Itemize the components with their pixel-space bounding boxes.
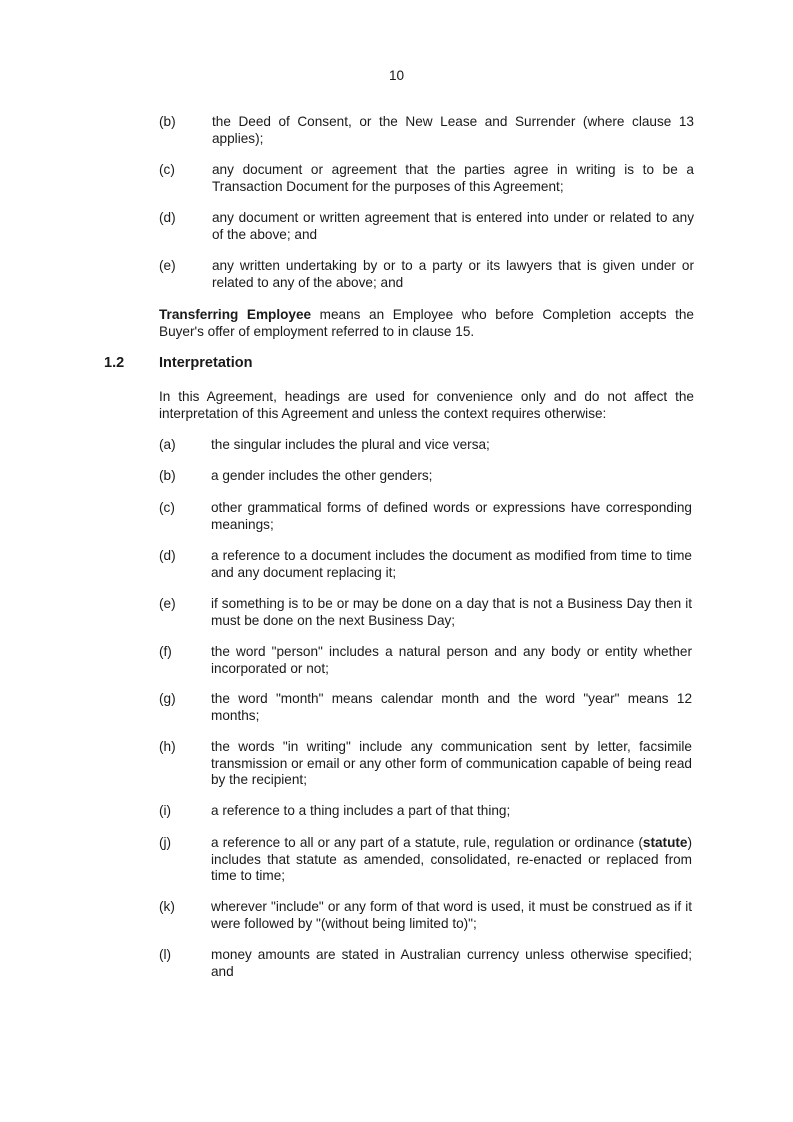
item-label: (j) (159, 835, 172, 850)
section-title: Interpretation (159, 355, 253, 371)
item-text: wherever "include" or any form of that word is used, it must be construed as if it were followed by "(without being limited to)"; (211, 899, 692, 931)
item-label: (d) (159, 548, 176, 563)
defined-term: statute (642, 835, 688, 850)
item-label: (c) (159, 500, 175, 515)
section-number: 1.2 (104, 355, 125, 371)
item-label: (i) (159, 803, 172, 818)
item-text: a reference to a thing includes a part of that thing; (211, 803, 511, 818)
item-label: (b) (159, 468, 176, 483)
item-label: (b) (159, 114, 176, 129)
item-text: money amounts are stated in Australian currency unless otherwise specified; and (211, 947, 692, 979)
item-text: a gender includes the other genders; (211, 468, 433, 483)
item-label: (f) (159, 644, 172, 659)
item-label: (e) (159, 258, 176, 273)
item-label: (e) (159, 596, 176, 611)
item-label: (h) (159, 739, 176, 754)
section-intro: In this Agreement, headings are used for convenience only and do not affect the interpretation of this Agreement and unless the context requires otherwise: (159, 389, 694, 421)
definition-text: means an Employee who before Completion accepts the Buyer's offer of employment referred to in clause 15. (159, 307, 694, 339)
item-label: (g) (159, 691, 176, 706)
item-text-before: a reference to all or any part of a statute, rule, regulation or ordinance ( (211, 835, 643, 850)
item-text: any document or agreement that the parties agree in writing is to be a Transaction Document for the purposes of this Agreement; (212, 162, 694, 194)
item-label: (k) (159, 899, 175, 914)
item-text: any written undertaking by or to a party or its lawyers that is given under or related to any of the above; and (212, 258, 694, 290)
definition-transferring-employee (159, 307, 694, 340)
item-text: other grammatical forms of defined words or expressions have corresponding meanings; (211, 500, 692, 532)
item-text: the singular includes the plural and vice versa; (211, 437, 490, 452)
item-text (211, 835, 692, 885)
item-text: a reference to a document includes the document as modified from time to time and any document replacing it; (211, 548, 692, 580)
page-number: 10 (388, 68, 405, 83)
item-text: the Deed of Consent, or the New Lease and Surrender (where clause 13 applies); (212, 114, 694, 146)
item-text-after: ) includes that statute as amended, consolidated, re-enacted or replaced from time to time; (211, 835, 692, 883)
item-label: (c) (159, 162, 175, 177)
item-label: (a) (159, 437, 176, 452)
defined-term: Transferring Employee (159, 307, 312, 322)
item-text: the word "month" means calendar month and the word "year" means 12 months; (211, 691, 692, 723)
item-text: the word "person" includes a natural person and any body or entity whether incorporated or not; (211, 644, 692, 676)
item-label: (d) (159, 210, 176, 225)
item-text: if something is to be or may be done on a day that is not a Business Day then it must be done on the next Business Day; (211, 596, 692, 628)
item-text: any document or written agreement that is entered into under or related to any of the above; and (212, 210, 694, 242)
item-text: the words "in writing" include any communication sent by letter, facsimile transmission or email or any other form of communication capable of being read by the recipient; (211, 739, 692, 787)
item-label: (l) (159, 947, 172, 962)
